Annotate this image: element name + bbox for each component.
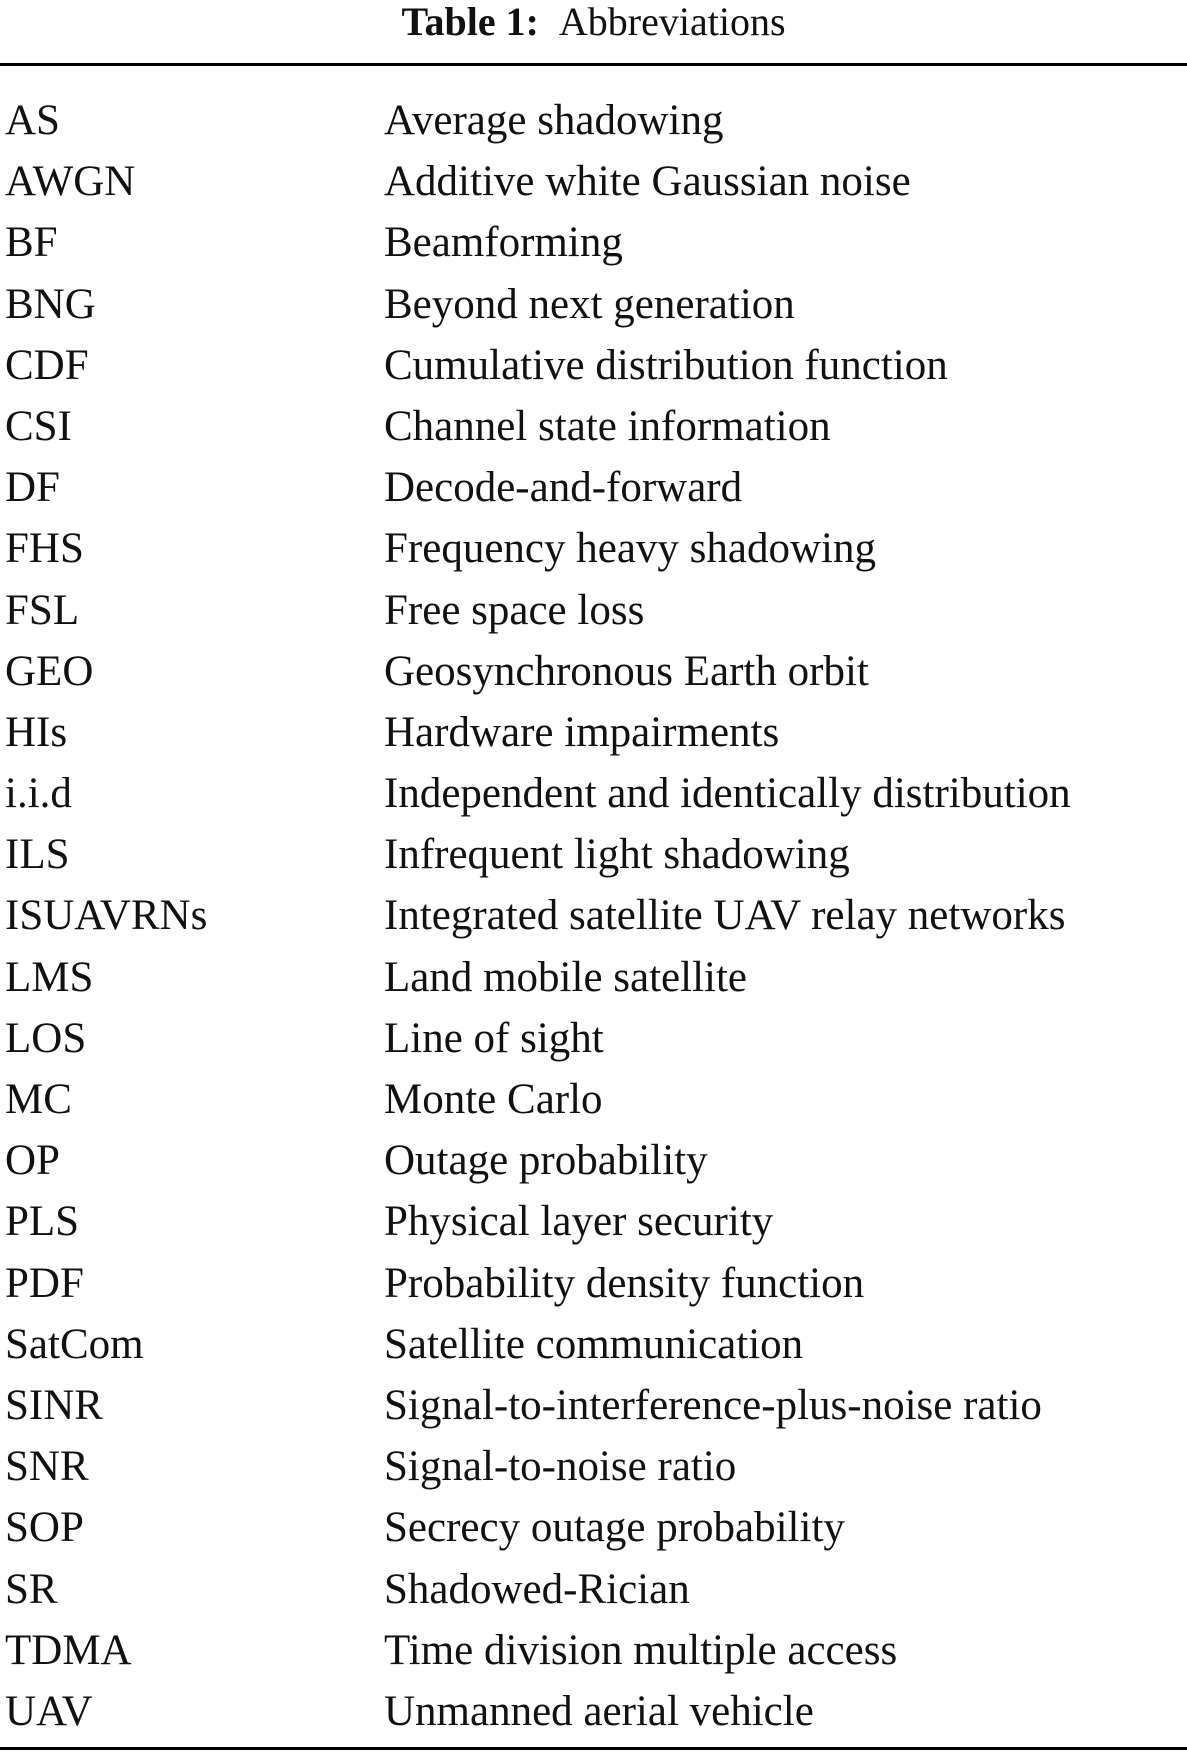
table-row	[0, 1437, 1187, 1498]
table-row	[0, 1621, 1187, 1682]
table-row	[0, 948, 1187, 1009]
definition-cell: Signal-to-noise ratio	[384, 1443, 737, 1491]
definition-cell: Hardware impairments	[384, 708, 780, 756]
definition-cell: Geosynchronous Earth orbit	[384, 647, 869, 695]
definition-cell: Outage probability	[384, 1137, 708, 1185]
abbreviation-cell: CSI	[5, 402, 72, 450]
table-row	[0, 1009, 1187, 1070]
abbreviation-cell: SINR	[5, 1381, 103, 1429]
table-row	[0, 1498, 1187, 1559]
definition-cell: Physical layer security	[384, 1198, 774, 1246]
definition-cell: Shadowed-Rician	[384, 1565, 690, 1613]
definition-cell: Free space loss	[384, 586, 645, 634]
definition-cell: Frequency heavy shadowing	[384, 525, 876, 573]
definition-cell: Secrecy outage probability	[384, 1504, 845, 1552]
abbreviation-cell: i.i.d	[5, 770, 72, 818]
abbreviation-cell: SatCom	[5, 1320, 144, 1368]
table-row	[0, 458, 1187, 519]
abbreviation-cell: SR	[5, 1565, 58, 1613]
table-row	[0, 91, 1187, 152]
definition-cell: Monte Carlo	[384, 1076, 603, 1123]
abbreviation-cell: PLS	[5, 1198, 80, 1246]
abbreviations-table	[0, 91, 1187, 1743]
table-row	[0, 519, 1187, 580]
table-top-rule	[0, 63, 1187, 66]
abbreviation-cell: MC	[5, 1076, 72, 1123]
abbreviation-cell: AWGN	[5, 158, 136, 206]
definition-cell: Channel state information	[384, 402, 831, 450]
definition-cell: Beyond next generation	[384, 280, 795, 328]
abbreviation-cell: OP	[5, 1137, 60, 1185]
table-row	[0, 152, 1187, 213]
table-row	[0, 703, 1187, 764]
table-row	[0, 886, 1187, 947]
table-row	[0, 397, 1187, 458]
abbreviation-cell: TDMA	[5, 1626, 132, 1674]
table-row	[0, 1376, 1187, 1437]
definition-cell: Integrated satellite UAV relay networks	[384, 892, 1066, 940]
table-row	[0, 642, 1187, 703]
definition-cell: Decode-and-forward	[384, 464, 743, 512]
definition-cell: Independent and identically distribution	[384, 770, 1071, 818]
abbreviation-cell: ISUAVRNs	[5, 892, 208, 940]
definition-cell: Line of sight	[384, 1014, 604, 1062]
definition-cell: Additive white Gaussian noise	[384, 158, 911, 206]
definition-cell: Average shadowing	[384, 97, 724, 144]
abbreviation-cell: FHS	[5, 525, 84, 573]
table-bottom-rule	[0, 1747, 1187, 1750]
definition-cell: Unmanned aerial vehicle	[384, 1687, 814, 1735]
table-row	[0, 764, 1187, 825]
abbreviation-cell: LOS	[5, 1014, 87, 1062]
abbreviation-cell: BF	[5, 219, 58, 267]
abbreviation-cell: UAV	[5, 1687, 93, 1735]
table-row	[0, 1560, 1187, 1621]
table-row	[0, 1131, 1187, 1192]
table-row	[0, 275, 1187, 336]
definition-cell: Infrequent light shadowing	[384, 831, 850, 879]
abbreviation-cell: LMS	[5, 953, 94, 1001]
abbreviation-cell: BNG	[5, 280, 96, 328]
table-row	[0, 1192, 1187, 1253]
abbreviation-cell: CDF	[5, 341, 89, 389]
table-row	[0, 213, 1187, 274]
definition-cell: Cumulative distribution function	[384, 341, 948, 389]
table-caption-title: Abbreviations	[558, 0, 786, 44]
definition-cell: Time division multiple access	[384, 1626, 898, 1674]
abbreviation-cell: ILS	[5, 831, 70, 879]
abbreviation-cell: HIs	[5, 708, 68, 756]
abbreviation-cell: FSL	[5, 586, 80, 634]
table-row	[0, 1682, 1187, 1743]
definition-cell: Beamforming	[384, 219, 623, 267]
table-row	[0, 1254, 1187, 1315]
table-row	[0, 581, 1187, 642]
abbreviation-cell: PDF	[5, 1259, 84, 1307]
abbreviation-cell: GEO	[5, 647, 94, 695]
abbreviation-cell: DF	[5, 464, 60, 512]
table-row	[0, 336, 1187, 397]
table-caption	[0, 0, 1187, 46]
definition-cell: Satellite communication	[384, 1320, 804, 1368]
definition-cell: Probability density function	[384, 1259, 865, 1307]
definition-cell: Signal-to-interference-plus-noise ratio	[384, 1381, 1042, 1429]
abbreviation-cell: AS	[5, 97, 60, 144]
table-row	[0, 1315, 1187, 1376]
abbreviation-cell: SNR	[5, 1443, 89, 1491]
table-caption-label: Table 1:	[401, 0, 539, 44]
table-row	[0, 1070, 1187, 1131]
table-row	[0, 825, 1187, 886]
definition-cell: Land mobile satellite	[384, 953, 748, 1001]
abbreviation-cell: SOP	[5, 1504, 84, 1552]
